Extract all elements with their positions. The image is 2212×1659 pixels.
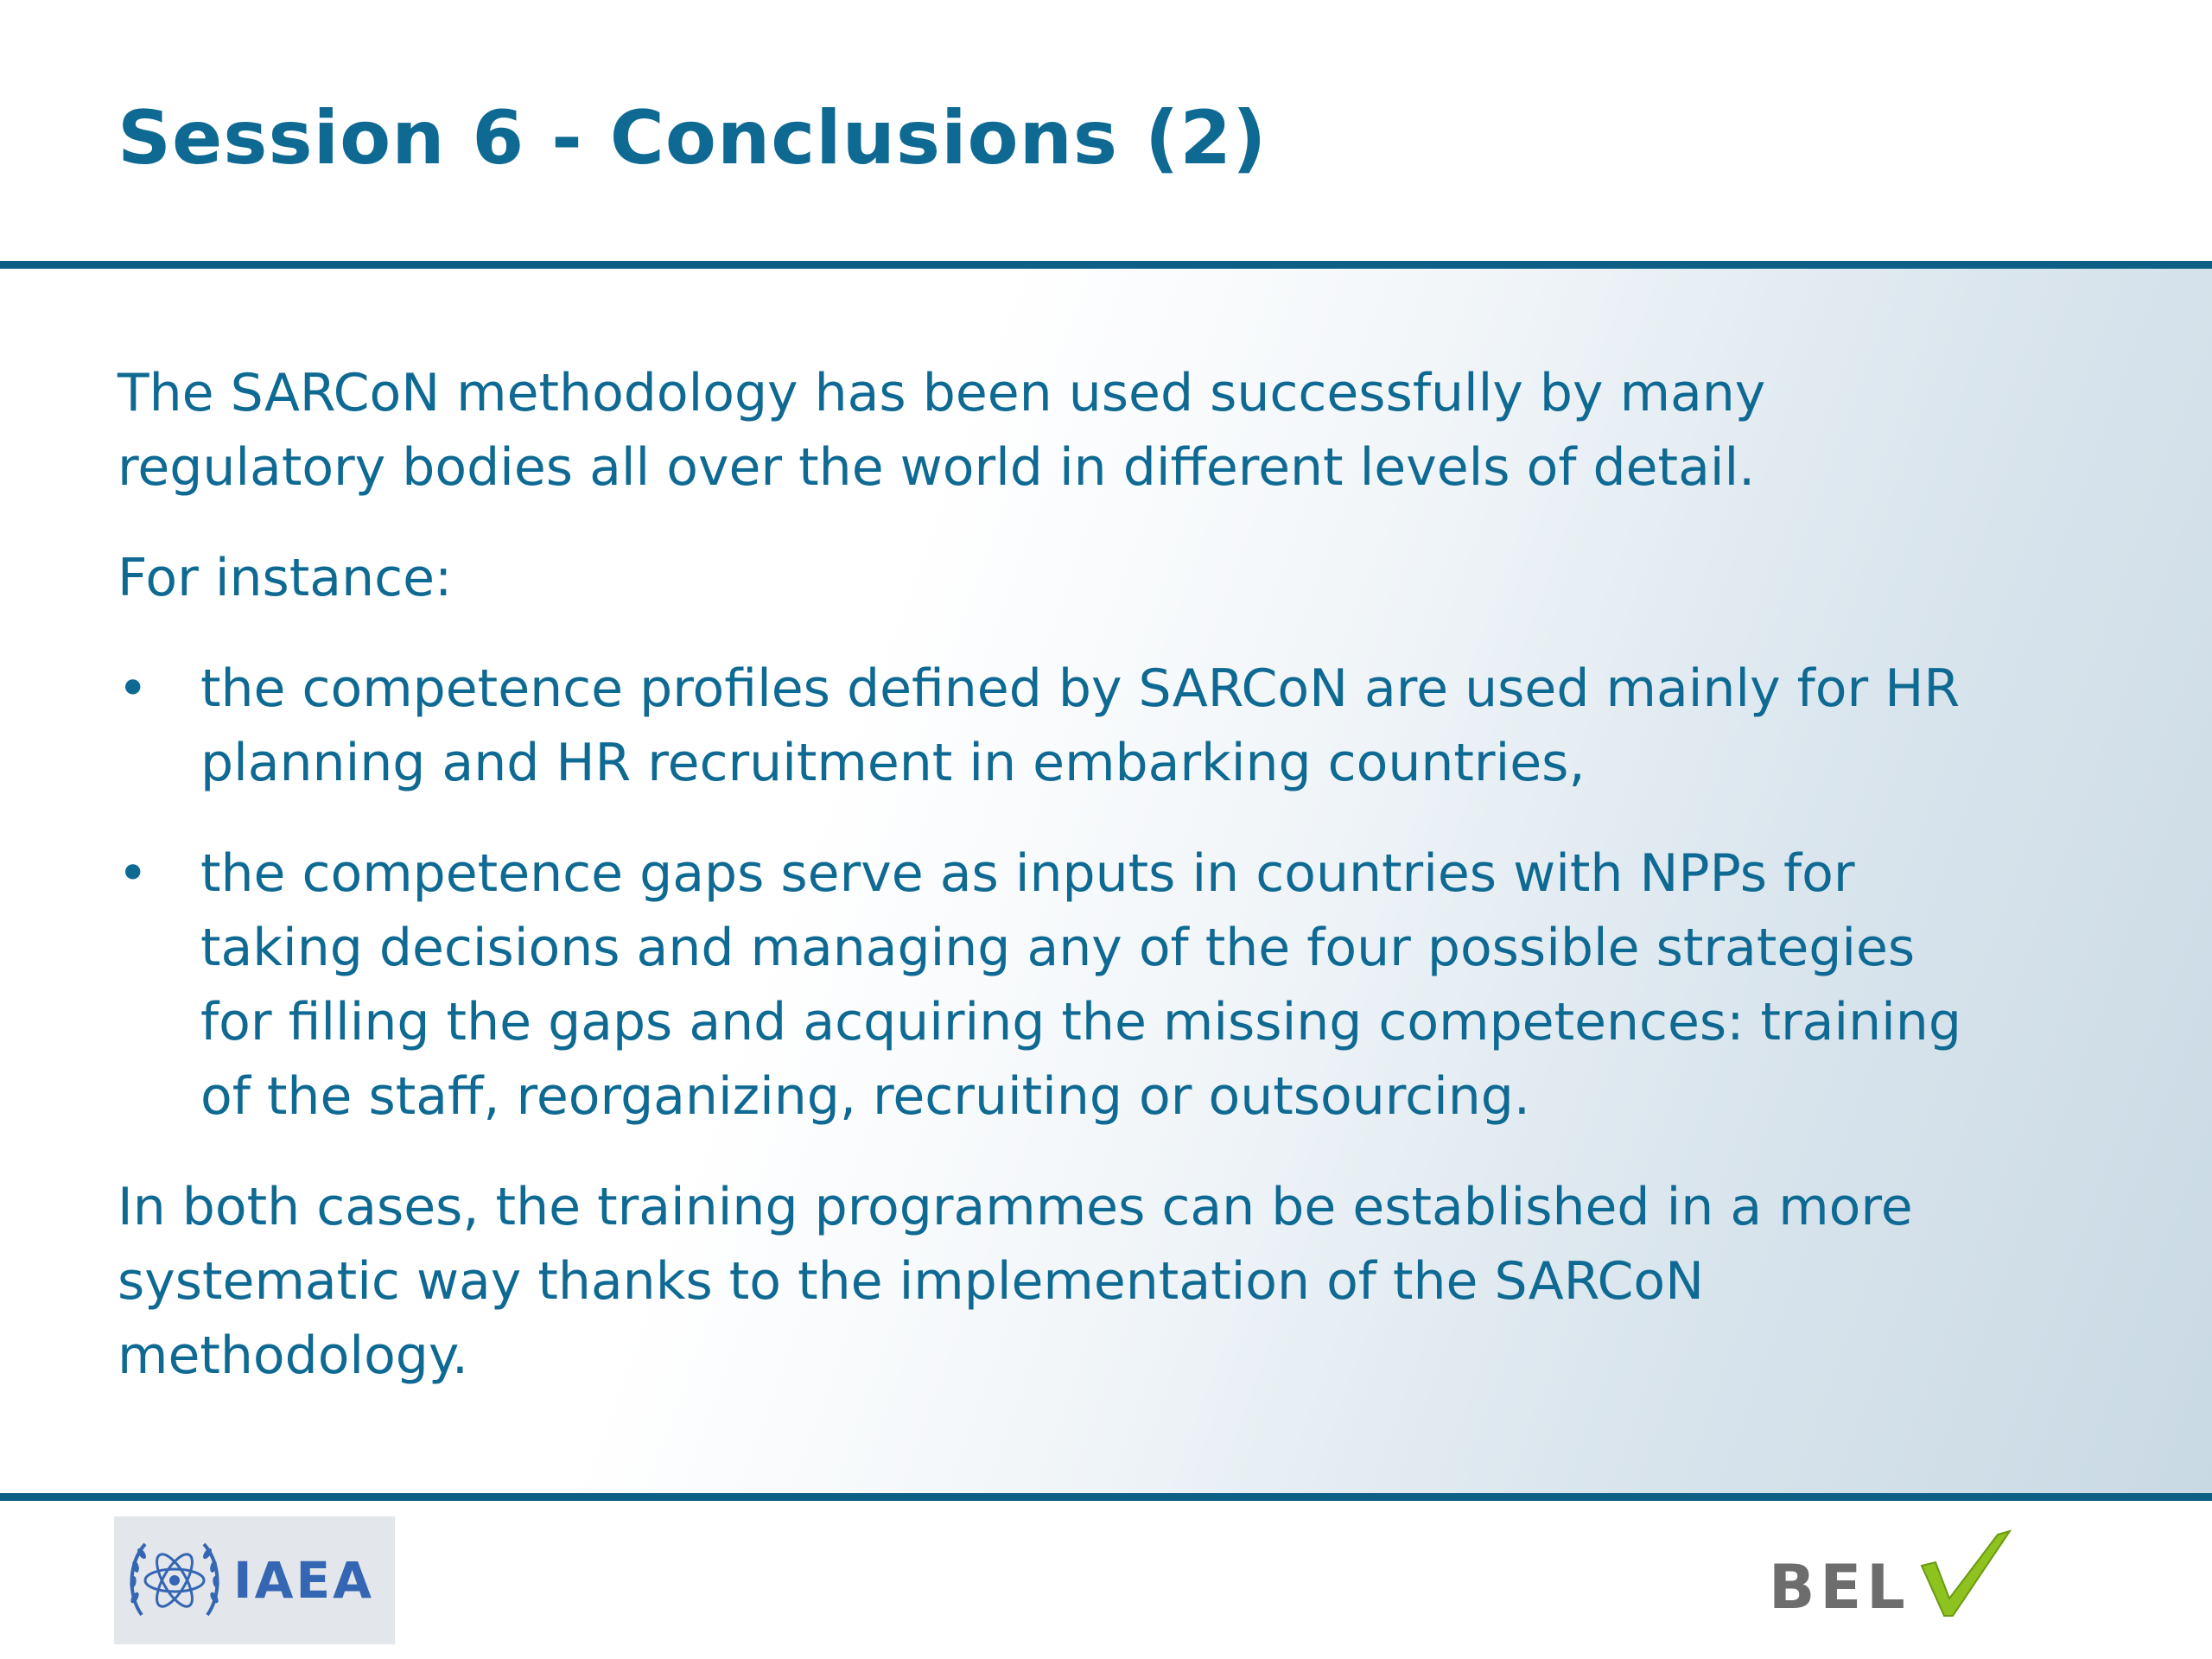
bullet-line: for filling the gaps and acquiring the missing competences: training: [200, 992, 1961, 1052]
iaea-logo: [114, 1516, 395, 1644]
top-divider: [0, 261, 2212, 269]
conclusion-paragraph: [118, 1170, 2122, 1393]
iaea-logo-text: IAEA: [233, 1551, 374, 1610]
bottom-divider: [0, 1493, 2212, 1501]
lead-line: For instance:: [118, 548, 453, 608]
slide-title: Session 6 - Conclusions (2): [118, 95, 1268, 181]
slide-body: [118, 356, 2122, 1429]
bullet-line: taking decisions and managing any of the four possible strategies: [200, 918, 1916, 978]
bullet-item: [118, 652, 2122, 800]
belv-logo: [1764, 1529, 2015, 1624]
conclusion-line: systematic way thanks to the implementation of the SARCoN: [118, 1251, 1704, 1312]
bullet-line: of the staff, reorganizing, recruiting or outsourcing.: [200, 1066, 1530, 1127]
bullet-icon: •: [118, 658, 149, 719]
conclusion-line: In both cases, the training programmes can be established in a more: [118, 1177, 1913, 1237]
intro-paragraph: [118, 356, 2122, 505]
lead-text: [118, 541, 2122, 615]
intro-line: The SARCoN methodology has been used successfully by many: [118, 363, 1766, 423]
belv-logo-text: BEL: [1769, 1552, 1910, 1623]
bullet-item: [118, 836, 2122, 1134]
bullet-line: planning and HR recruitment in embarking countries,: [200, 733, 1586, 793]
bullet-line: the competence gaps serve as inputs in countries with NPPs for: [200, 843, 1855, 904]
bullet-icon: •: [118, 843, 149, 904]
bullet-line: the competence profiles defined by SARCoN are used mainly for HR: [200, 658, 1961, 719]
intro-line: regulatory bodies all over the world in different levels of detail.: [118, 437, 1756, 498]
conclusion-line: methodology.: [118, 1325, 468, 1386]
un-emblem-icon: [123, 1529, 226, 1632]
checkmark-icon: [1918, 1529, 2013, 1620]
